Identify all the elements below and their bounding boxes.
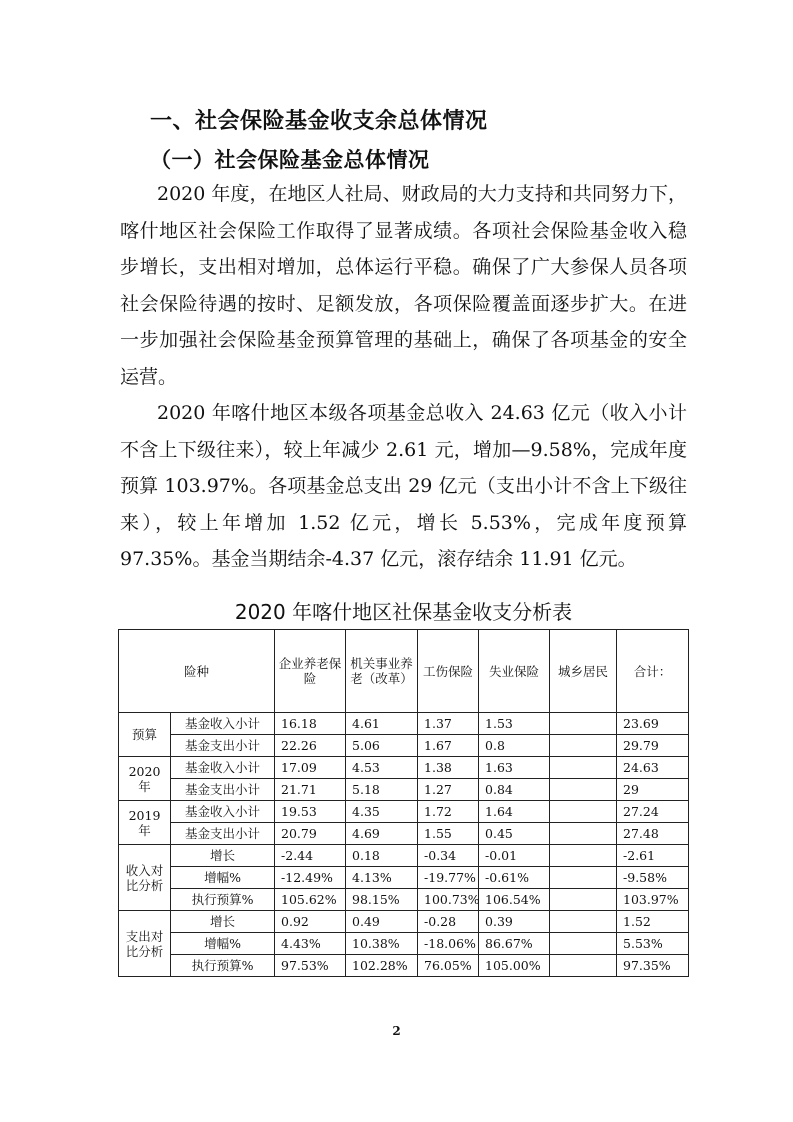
- table-cell: 20.79: [275, 823, 346, 845]
- row-item-label: 增长: [171, 845, 275, 867]
- table-cell: 19.53: [275, 801, 346, 823]
- table-cell: 97.35%: [617, 955, 689, 977]
- table-cell: 1.53: [479, 713, 550, 735]
- row-group-label: 预算: [119, 713, 171, 757]
- table-row: [119, 801, 689, 823]
- paragraph-figures: 2020 年喀什地区本级各项基金总收入 24.63 亿元（收入小计不含上下级往来），较上年减少 2.61 元，增加—9.58%，完成年度预算 103.97%。各项基金总支出 29 亿元（支出小计不含上下级往来），较上年增加 1.52 亿元，增长 5.53%，完成年度预算 97.35%。基金当期结余-4.37 亿元，滚存结余 11.91 亿元。: [120, 402, 687, 570]
- row-group-label: 2019 年: [119, 801, 171, 845]
- table-cell: -2.44: [275, 845, 346, 867]
- table-cell: 4.43%: [275, 933, 346, 955]
- row-item-label: 基金收入小计: [171, 801, 275, 823]
- table-row: [119, 735, 689, 757]
- table-cell: -9.58%: [617, 867, 689, 889]
- table-cell: 1.64: [479, 801, 550, 823]
- table-cell: 0.39: [479, 911, 550, 933]
- row-item-label: 增幅%: [171, 867, 275, 889]
- table-cell: 4.69: [346, 823, 418, 845]
- table-cell: -0.34: [418, 845, 479, 867]
- table-cell: 16.18: [275, 713, 346, 735]
- row-group-label: 2020 年: [119, 757, 171, 801]
- table-row: [119, 779, 689, 801]
- table-cell: 27.24: [617, 801, 689, 823]
- table-cell: -0.01: [479, 845, 550, 867]
- table-cell: [550, 801, 617, 823]
- table-cell: 0.84: [479, 779, 550, 801]
- table-cell: 0.92: [275, 911, 346, 933]
- table-row: [119, 889, 689, 911]
- row-group-label: 收入对比分析: [119, 845, 171, 911]
- table-cell: [550, 779, 617, 801]
- table-cell: 23.69: [617, 713, 689, 735]
- table-cell: -18.06%: [418, 933, 479, 955]
- table-cell: -0.61%: [479, 867, 550, 889]
- fund-analysis-table: [118, 629, 689, 977]
- row-group-label: 支出对比分析: [119, 911, 171, 977]
- table-cell: 5.53%: [617, 933, 689, 955]
- section-heading: 一、社会保险基金收支余总体情况: [150, 109, 488, 134]
- header-public-pension: 机关事业养老（改革）: [346, 630, 418, 713]
- table-cell: 5.18: [346, 779, 418, 801]
- row-item-label: 基金支出小计: [171, 823, 275, 845]
- subsection-heading: （一）社会保险基金总体情况: [150, 148, 430, 172]
- table-cell: 21.71: [275, 779, 346, 801]
- table-cell: 4.13%: [346, 867, 418, 889]
- header-urban-rural: 城乡居民: [550, 630, 617, 713]
- table-cell: 98.15%: [346, 889, 418, 911]
- table-row: [119, 823, 689, 845]
- table-cell: [550, 823, 617, 845]
- table-cell: 1.67: [418, 735, 479, 757]
- table-cell: -2.61: [617, 845, 689, 867]
- table-cell: -12.49%: [275, 867, 346, 889]
- table-row: [119, 911, 689, 933]
- table-cell: 106.54%: [479, 889, 550, 911]
- paragraph-overview: 2020 年度，在地区人社局、财政局的大力支持和共同努力下，喀什地区社会保险工作取得了显著成绩。各项社会保险基金收入稳步增长，支出相对增加，总体运行平稳。确保了广大参保人员各项社会保险待遇的按时、足额发放，各项保险覆盖面逐步扩大。在进一步加强社会保险基金预算管理的基础上，确保了各项基金的安全运营。: [120, 183, 687, 388]
- table-cell: 105.62%: [275, 889, 346, 911]
- table-cell: 1.37: [418, 713, 479, 735]
- table-cell: 1.38: [418, 757, 479, 779]
- table-cell: 1.55: [418, 823, 479, 845]
- row-item-label: 增长: [171, 911, 275, 933]
- table-cell: 102.28%: [346, 955, 418, 977]
- table-cell: 86.67%: [479, 933, 550, 955]
- table-cell: 0.8: [479, 735, 550, 757]
- table-cell: 1.52: [617, 911, 689, 933]
- table-cell: 1.72: [418, 801, 479, 823]
- row-item-label: 基金收入小计: [171, 713, 275, 735]
- table-cell: 1.27: [418, 779, 479, 801]
- table-cell: 76.05%: [418, 955, 479, 977]
- table-row: [119, 867, 689, 889]
- table-cell: 5.06: [346, 735, 418, 757]
- table-row: [119, 955, 689, 977]
- table-cell: 97.53%: [275, 955, 346, 977]
- table-cell: 22.26: [275, 735, 346, 757]
- table-cell: 4.61: [346, 713, 418, 735]
- table-row: [119, 845, 689, 867]
- page-number: 2: [392, 1024, 401, 1038]
- table-cell: [550, 911, 617, 933]
- table-cell: [550, 933, 617, 955]
- table-cell: [550, 845, 617, 867]
- table-cell: [550, 955, 617, 977]
- table-cell: 100.73%: [418, 889, 479, 911]
- table-cell: 4.53: [346, 757, 418, 779]
- table-cell: 105.00%: [479, 955, 550, 977]
- row-item-label: 基金支出小计: [171, 735, 275, 757]
- table-cell: 1.63: [479, 757, 550, 779]
- header-injury: 工伤保险: [418, 630, 479, 713]
- row-item-label: 基金收入小计: [171, 757, 275, 779]
- table-cell: 0.49: [346, 911, 418, 933]
- table-row: [119, 933, 689, 955]
- row-item-label: 增幅%: [171, 933, 275, 955]
- table-cell: 17.09: [275, 757, 346, 779]
- table-cell: 24.63: [617, 757, 689, 779]
- table-row: [119, 757, 689, 779]
- table-header-row: [119, 630, 689, 713]
- row-item-label: 基金支出小计: [171, 779, 275, 801]
- table-cell: -19.77%: [418, 867, 479, 889]
- table-row: [119, 713, 689, 735]
- table-cell: 0.45: [479, 823, 550, 845]
- table-cell: [550, 735, 617, 757]
- table-cell: [550, 713, 617, 735]
- table-cell: [550, 757, 617, 779]
- table-cell: 27.48: [617, 823, 689, 845]
- table-cell: 10.38%: [346, 933, 418, 955]
- row-item-label: 执行预算%: [171, 889, 275, 911]
- header-category: 险种: [119, 630, 275, 713]
- table-cell: 4.35: [346, 801, 418, 823]
- table-title: 2020 年喀什地区社保基金收支分析表: [234, 600, 573, 624]
- header-total: 合计：: [617, 630, 689, 713]
- header-unemployment: 失业保险: [479, 630, 550, 713]
- table-cell: 29: [617, 779, 689, 801]
- table-cell: [550, 867, 617, 889]
- table-cell: -0.28: [418, 911, 479, 933]
- table-cell: 103.97%: [617, 889, 689, 911]
- table-cell: 29.79: [617, 735, 689, 757]
- table-cell: [550, 889, 617, 911]
- row-item-label: 执行预算%: [171, 955, 275, 977]
- table-cell: 0.18: [346, 845, 418, 867]
- header-enterprise-pension: 企业养老保险: [275, 630, 346, 713]
